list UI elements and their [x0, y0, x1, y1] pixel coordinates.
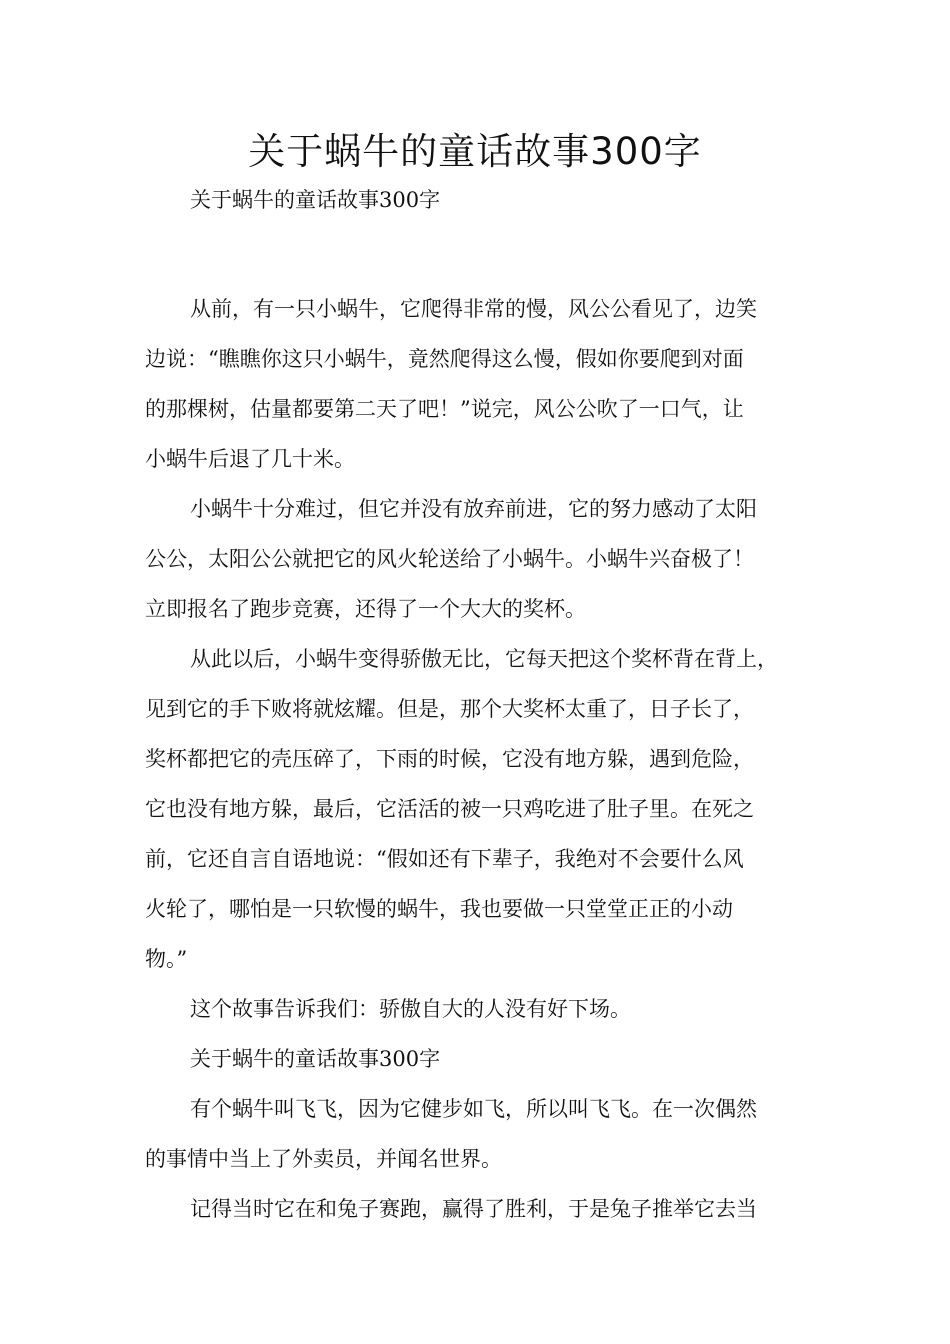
paragraph-line: 火轮了，哪怕是一只软慢的蜗牛，我也要做一只堂堂正正的小动 — [145, 897, 733, 921]
paragraph-line: 前，它还自言自语地说：“假如还有下辈子，我绝对不会要什么风 — [145, 847, 744, 871]
paragraph-line: 这个故事告诉我们：骄傲自大的人没有好下场。 — [190, 997, 631, 1021]
paragraph-line: 公公，太阳公公就把它的风火轮送给了小蜗牛。小蜗牛兴奋极了！ — [145, 547, 754, 571]
paragraph-line: 从此以后，小蜗牛变得骄傲无比，它每天把这个奖杯背在背上， — [190, 647, 778, 671]
paragraph-line: 它也没有地方躲，最后，它活活的被一只鸡吃进了肚子里。在死之 — [145, 797, 754, 821]
document-title: 关于蜗牛的童话故事300字 — [248, 130, 702, 173]
paragraph-line: 物。” — [145, 947, 188, 971]
paragraph — [145, 284, 825, 484]
paragraph-line: 的那棵树，估量都要第二天了吧！”说完，风公公吹了一口气，让 — [145, 397, 744, 421]
paragraph-line: 边说：“瞧瞧你这只小蜗牛，竟然爬得这么慢，假如你要爬到对面 — [145, 347, 744, 371]
paragraph — [145, 984, 825, 1034]
paragraph-line: 立即报名了跑步竞赛，还得了一个大大的奖杯。 — [145, 597, 586, 621]
paragraph-line: 小蜗牛十分难过，但它并没有放弃前进，它的努力感动了太阳 — [190, 497, 757, 521]
paragraph — [145, 634, 825, 984]
paragraph — [145, 484, 825, 634]
paragraph-line: 从前，有一只小蜗牛，它爬得非常的慢，风公公看见了，边笑 — [190, 297, 757, 321]
paragraph-line: 见到它的手下败将就炫耀。但是，那个大奖杯太重了，日子长了， — [145, 697, 754, 721]
document-body — [145, 284, 825, 1234]
paragraph-line: 记得当时它在和兔子赛跑，赢得了胜利，于是兔子推举它去当 — [190, 1197, 757, 1221]
section-heading — [145, 1034, 825, 1084]
paragraph-line: 小蜗牛后退了几十米。 — [145, 447, 355, 471]
paragraph-line: 的事情中当上了外卖员，并闻名世界。 — [145, 1147, 502, 1171]
paragraph — [145, 1184, 825, 1234]
document-subtitle: 关于蜗牛的童话故事300字 — [190, 188, 441, 212]
paragraph-line: 奖杯都把它的壳压碎了，下雨的时候，它没有地方躲，遇到危险， — [145, 747, 754, 771]
paragraph-line: 有个蜗牛叫飞飞，因为它健步如飞，所以叫飞飞。在一次偶然 — [190, 1097, 757, 1121]
paragraph — [145, 1084, 825, 1184]
paragraph-line: 关于蜗牛的童话故事300字 — [190, 1047, 441, 1071]
